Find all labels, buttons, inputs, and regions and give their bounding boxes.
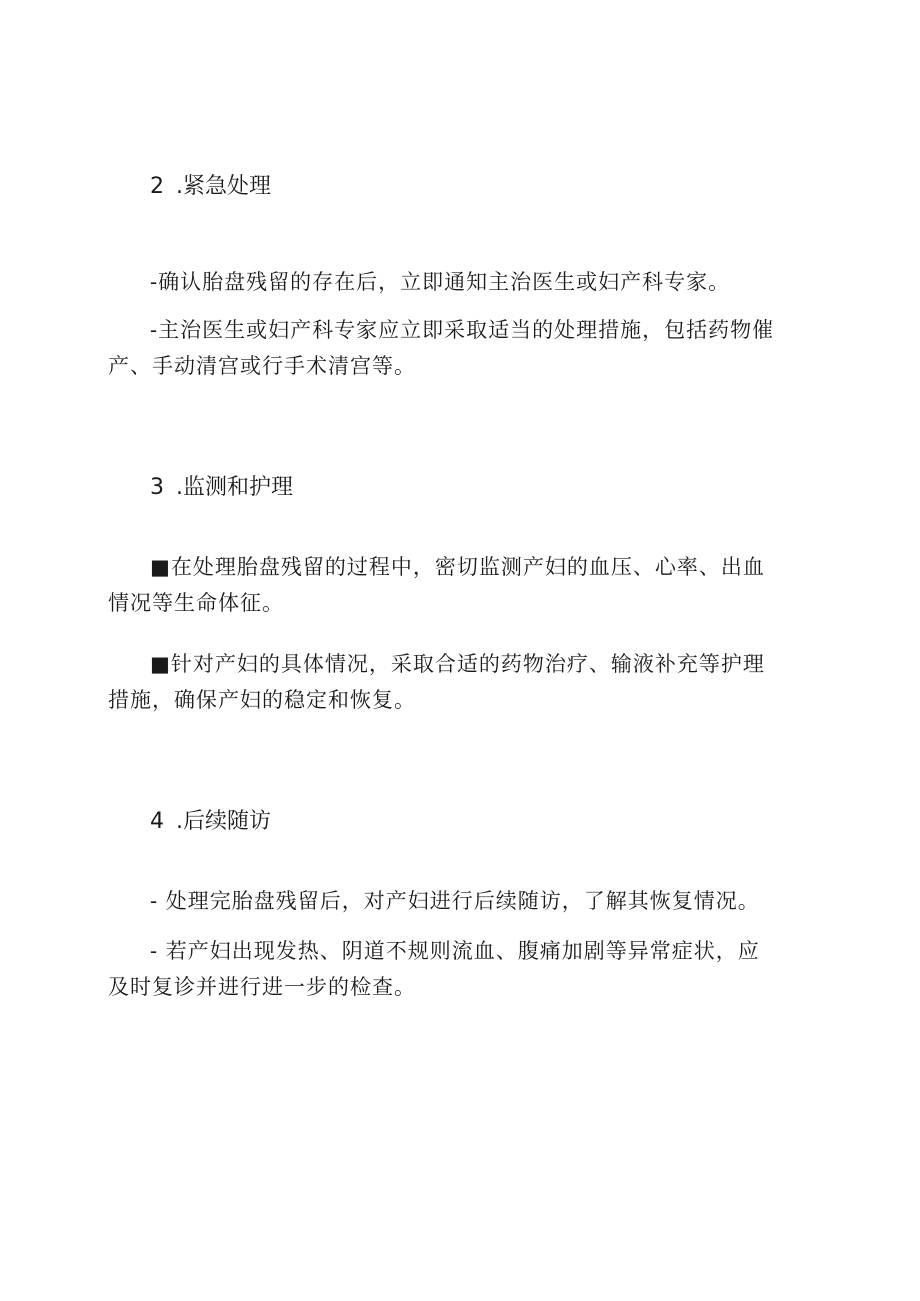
section-number: 4 bbox=[150, 809, 164, 834]
section-number: 2 bbox=[150, 174, 164, 199]
section-heading-3 bbox=[150, 473, 293, 503]
paragraph-line: -主治医生或妇产科专家应立即采取适当的处理措施，包括药物催 bbox=[150, 318, 775, 342]
paragraph-2-2 bbox=[108, 312, 808, 384]
paragraph-line: 及时复诊并进行进一步的检查。 bbox=[108, 975, 416, 999]
section-heading-2 bbox=[150, 172, 271, 202]
section-number: 3 bbox=[150, 475, 164, 500]
paragraph-line: ■针对产妇的具体情况，采取合适的药物治疗、输液补充等护理 bbox=[150, 652, 765, 676]
paragraph-3-1 bbox=[108, 549, 808, 621]
paragraph-3-2 bbox=[108, 646, 808, 718]
paragraph-4-2 bbox=[108, 933, 808, 1005]
paragraph-line: 措施，确保产妇的稳定和恢复。 bbox=[108, 688, 416, 712]
paragraph-line: 产、手动清宫或行手术清宫等。 bbox=[108, 354, 416, 378]
section-heading-4 bbox=[150, 807, 271, 837]
paragraph-line: -确认胎盘残留的存在后，立即通知主治医生或妇产科专家。 bbox=[150, 270, 731, 294]
section-title: .监测和护理 bbox=[176, 475, 293, 500]
section-title: .后续随访 bbox=[176, 809, 271, 834]
paragraph-line: - 处理完胎盘残留后，对产妇进行后续随访，了解其恢复情况。 bbox=[150, 889, 760, 913]
paragraph-line: - 若产妇出现发热、阴道不规则流血、腹痛加剧等异常症状，应 bbox=[150, 939, 760, 963]
paragraph-line: 情况等生命体征。 bbox=[108, 591, 284, 615]
paragraph-4-1 bbox=[108, 883, 808, 919]
paragraph-2-1 bbox=[108, 264, 808, 300]
paragraph-line: ■在处理胎盘残留的过程中，密切监测产妇的血压、心率、出血 bbox=[150, 555, 765, 579]
section-title: .紧急处理 bbox=[176, 174, 271, 199]
